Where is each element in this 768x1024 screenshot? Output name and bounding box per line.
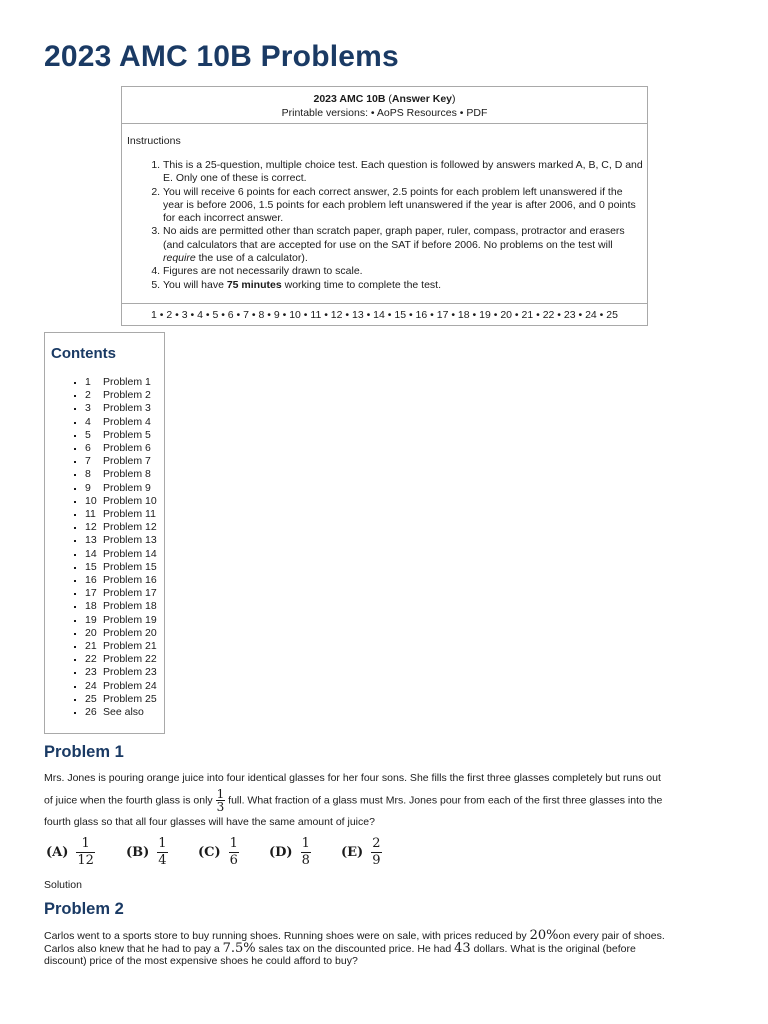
navbox-open-paren: ( [385,93,392,105]
printable-versions[interactable]: Printable versions: • AoPS Resources • PDF [281,107,488,119]
instruction-text: No aids are permitted other than scratch paper, graph paper, ruler, compass, protractor and erasers (and calculators that are accepted for use on the SAT if before 2006. No problems on the test will [163,225,625,251]
toc-item[interactable] [85,627,157,640]
problem-2-line [44,930,724,943]
instructions-label: Instructions [127,135,181,147]
toc-item-number: 10 [85,494,97,507]
problem-2-text-part: Carlos also knew that he had to pay a [44,942,223,955]
answer-fraction [157,836,167,869]
navbox-close-paren: ) [452,93,456,105]
toc-item-label[interactable]: Problem 24 [103,679,157,692]
instruction-item: 4. Figures are not necessarily drawn to scale. [163,265,644,278]
instructions-list [127,159,644,292]
toc-item-number: 22 [85,653,97,666]
answer-label: (B) [126,845,150,860]
instruction-item [163,279,644,292]
toc-item[interactable] [85,693,157,706]
percent-discount: 20% [529,928,559,943]
navbox [121,86,648,326]
answer-key-link[interactable]: Answer Key [391,93,452,105]
answer-label: (A) [46,845,69,860]
toc-item-number: 26 [85,706,97,719]
fraction-denominator: 12 [77,853,94,868]
toc-item-number: 9 [85,481,91,494]
fraction-numerator: 1 [81,836,90,851]
toc-item-label[interactable]: Problem 14 [103,547,157,560]
answer-fraction [371,836,381,869]
problem-2-line: discount) price of the most expensive shoes he could afford to buy? [44,955,358,967]
toc-item-number: 7 [85,455,91,468]
toc-item-label[interactable]: Problem 19 [103,613,157,626]
toc-item-label[interactable]: Problem 18 [103,600,157,613]
toc-item-label[interactable]: Problem 3 [103,402,151,415]
toc-item-label[interactable]: Problem 21 [103,640,157,653]
toc-item-label[interactable]: Problem 22 [103,653,157,666]
toc-title: Contents [51,345,116,362]
toc-item-label[interactable]: Problem 2 [103,389,151,402]
toc-item[interactable] [85,442,157,455]
answer-fraction [76,836,95,869]
toc-item-number: 15 [85,560,97,573]
fraction-denominator: 8 [301,853,310,868]
toc-item-number: 12 [85,521,97,534]
problem-2-text [44,930,724,968]
toc-item-label[interactable]: Problem 5 [103,428,151,441]
toc-item-number: 21 [85,640,97,653]
answer-choice-b [126,836,168,869]
toc-item-number: 3 [85,402,91,415]
toc-item-number: 20 [85,626,97,639]
navbox-title[interactable]: 2023 AMC 10B [313,93,386,105]
toc-item-label[interactable]: Problem 15 [103,560,157,573]
answer-label: (D) [269,845,293,860]
problem-2-text-part: dollars. What is the original (before [470,942,636,955]
instruction-emphasis: require [163,252,196,265]
toc-item-label[interactable]: See also [103,706,144,719]
fraction-numerator: 1 [229,836,238,851]
answer-choice-c [198,836,239,869]
toc-item[interactable] [85,508,157,521]
fraction-denominator: 4 [158,853,167,868]
instruction-item: 1. This is a 25-question, multiple choice test. Each question is followed by answers marked A, B, C, D and E. Only one of these is correct. [163,159,644,186]
toc-item[interactable] [85,653,157,666]
problem-1-line: fourth glass so that all four glasses will have the same amount of juice? [44,816,375,828]
toc-item-number: 14 [85,547,97,560]
toc-item[interactable] [85,561,157,574]
fraction-numerator: 1 [158,836,167,851]
toc-item[interactable] [85,376,157,389]
toc-item-label[interactable]: Problem 7 [103,455,151,468]
table-of-contents [44,332,165,734]
problem-links[interactable]: 1 • 2 • 3 • 4 • 5 • 6 • 7 • 8 • 9 • 10 • 11 • 12 • 13 • 14 • 15 • 16 • 17 • 18 • 19 • 20 • 21 • 22 • 23 • 24 • 25 [151,309,618,321]
toc-item-number: 23 [85,666,97,679]
fraction-numerator: 1 [216,787,225,801]
toc-item-label[interactable]: Problem 4 [103,415,151,428]
toc-item-label[interactable]: Problem 16 [103,574,157,587]
toc-item-number: 11 [85,508,96,521]
toc-item-label[interactable]: Problem 8 [103,468,151,481]
problem-1-text [44,772,724,829]
answer-choice-d [269,836,311,869]
toc-item-label[interactable]: Problem 25 [103,692,157,705]
answer-choice-a [46,836,95,869]
toc-item-number: 1 [85,376,91,388]
problem-2-heading: Problem 2 [44,900,124,918]
navbox-divider [122,123,647,124]
toc-item-number: 2 [85,389,91,402]
fraction-numerator: 2 [372,836,381,851]
answer-choice-e [341,836,382,869]
toc-item-number: 19 [85,613,97,626]
navbox-header [122,87,647,120]
toc-item-label[interactable]: Problem 1 [103,376,151,388]
problem-1-text-part: full. What fraction of a glass must Mrs. Jones pour from each of the first three glasses into the [225,794,663,807]
toc-item-label[interactable]: Problem 17 [103,587,157,600]
toc-item-label[interactable]: Problem 20 [103,626,157,639]
problem-1-text-part: of juice when the fourth glass is only [44,794,216,807]
toc-item[interactable] [85,548,157,561]
toc-item[interactable] [85,455,157,468]
toc-item[interactable] [85,574,157,587]
problem-2-line [44,940,724,956]
toc-item[interactable] [85,666,157,679]
instruction-text: the use of a calculator). [195,252,308,265]
navbox-divider [122,303,647,304]
toc-item[interactable] [85,534,157,547]
toc-item[interactable] [85,429,157,442]
fraction-denominator: 9 [372,853,381,868]
instruction-text: working time to complete the test. [281,278,442,291]
toc-item-label[interactable]: Problem 9 [103,481,151,494]
toc-item-number: 24 [85,679,97,692]
toc-item-label[interactable]: Problem 23 [103,666,157,679]
problem-1-line: Mrs. Jones is pouring orange juice into four identical glasses for her four sons. She fills the first three glasses completely but runs out [44,772,661,784]
fraction-denominator: 3 [216,800,225,814]
dollar-amount: 43 [454,940,471,956]
answer-label: (E) [341,845,364,860]
toc-item[interactable] [85,587,157,600]
toc-item[interactable] [85,640,157,653]
toc-item-number: 18 [85,600,97,613]
toc-item-number: 13 [85,534,97,547]
percent-tax: 7.5% [222,940,256,956]
problem-2-text-part: on every pair of shoes. [558,930,665,942]
problem-1-heading: Problem 1 [44,743,124,761]
toc-item-label[interactable]: Problem 13 [103,534,157,547]
toc-item[interactable] [85,495,157,508]
toc-item[interactable] [85,706,157,719]
problem-2-text-part: Carlos went to a sports store to buy running shoes. Running shoes were on sale, with prices reduced by [44,930,530,942]
toc-item-number: 8 [85,468,91,481]
toc-list [45,376,157,719]
toc-item[interactable] [85,680,157,693]
answer-label: (C) [198,845,221,860]
toc-item-label[interactable]: Problem 6 [103,442,151,455]
toc-item-number: 25 [85,692,97,705]
toc-item[interactable] [85,521,157,534]
toc-item[interactable] [85,600,157,613]
toc-item[interactable] [85,389,157,402]
toc-item-label[interactable]: Problem 12 [103,521,157,534]
answer-fraction [301,836,311,869]
toc-item-number: 4 [85,415,91,428]
toc-item[interactable] [85,468,157,481]
toc-item[interactable] [85,402,157,415]
instruction-text: You will have [163,278,227,291]
toc-item[interactable] [85,614,157,627]
toc-item-number: 6 [85,442,91,455]
fraction-denominator: 6 [229,853,238,868]
toc-item-label[interactable]: Problem 10 [103,494,157,507]
answer-fraction [229,836,239,869]
instruction-strong: 75 minutes [226,278,282,291]
toc-item-number: 17 [85,587,97,600]
toc-item-number: 16 [85,574,97,587]
instruction-item: 2. You will receive 6 points for each correct answer, 2.5 points for each problem left unanswered if the year is before 2006, 1.5 points for each problem left unanswered if the year is after 2006, and 0 points for each incorrect answer. [163,186,644,226]
fraction-one-third [216,788,226,813]
toc-item[interactable] [85,416,157,429]
instruction-item [163,225,644,265]
problem-1-line [44,788,724,813]
toc-item[interactable] [85,482,157,495]
toc-item-number: 5 [85,428,91,441]
page-title: 2023 AMC 10B Problems [44,40,399,73]
toc-item-label[interactable]: Problem 11 [103,508,156,521]
problem-2-text-part: sales tax on the discounted price. He had [255,942,455,955]
solution-link[interactable]: Solution [44,879,82,891]
fraction-numerator: 1 [301,836,310,851]
